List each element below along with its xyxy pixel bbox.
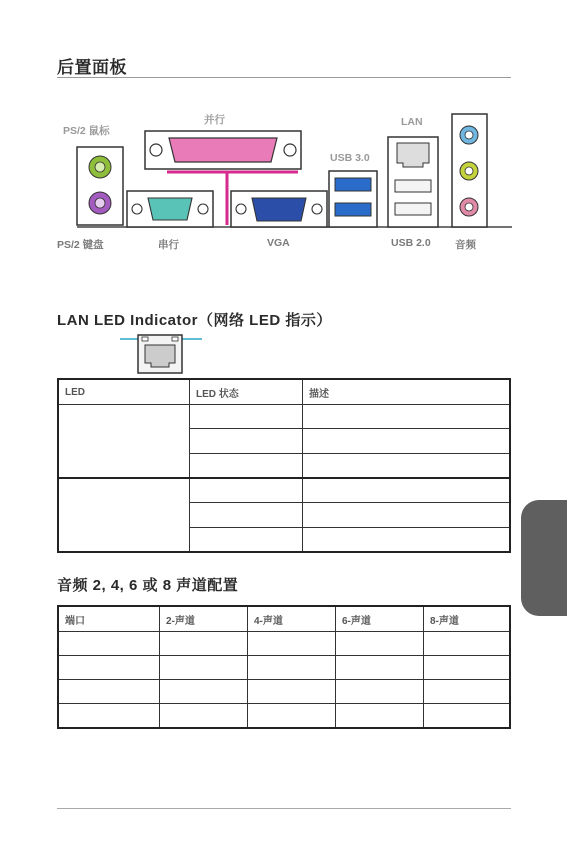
table-cell xyxy=(160,656,248,680)
table-cell xyxy=(424,704,511,729)
label-parallel: 并行 xyxy=(204,114,225,126)
usb30-port-icon xyxy=(335,178,371,191)
led-group-cell xyxy=(58,405,190,479)
label-ps2-keyboard: PS/2 键盘 xyxy=(57,239,104,251)
table-cell xyxy=(303,478,511,503)
table-cell xyxy=(160,632,248,656)
table-header-row xyxy=(58,606,510,632)
table-cell xyxy=(190,405,303,429)
col-header: 4-声道 xyxy=(248,606,336,632)
table-row xyxy=(58,632,510,656)
section-title-rear-panel: 后置面板 xyxy=(57,58,127,77)
col-header: LED 状态 xyxy=(190,379,303,405)
col-header: LED xyxy=(58,379,190,405)
table-cell xyxy=(160,680,248,704)
table-cell xyxy=(303,429,511,453)
header-divider xyxy=(57,77,511,78)
label-audio: 音频 xyxy=(455,239,476,251)
table-cell xyxy=(58,656,160,680)
table-cell xyxy=(424,632,511,656)
table-cell xyxy=(336,704,424,729)
table-cell xyxy=(303,527,511,552)
table-cell xyxy=(336,632,424,656)
table-cell xyxy=(424,680,511,704)
lan-led-table xyxy=(57,378,511,553)
vga-port-icon xyxy=(252,198,306,221)
table-row xyxy=(58,478,510,503)
table-cell xyxy=(248,704,336,729)
lan-port-icon xyxy=(397,143,429,167)
label-lan: LAN xyxy=(401,116,423,128)
chapter-side-tab xyxy=(521,500,567,616)
usb30-port-icon xyxy=(335,203,371,216)
led-right-icon xyxy=(172,337,178,341)
label-usb20: USB 2.0 xyxy=(391,237,431,249)
label-serial: 串行 xyxy=(158,239,179,251)
audio-config-table xyxy=(57,605,511,729)
table-header-row xyxy=(58,379,510,405)
table-cell xyxy=(248,656,336,680)
lan-led-svg xyxy=(118,333,208,375)
label-usb30: USB 3.0 xyxy=(330,152,370,164)
table-cell xyxy=(336,680,424,704)
table-cell xyxy=(248,632,336,656)
col-header: 2-声道 xyxy=(160,606,248,632)
label-vga: VGA xyxy=(267,237,290,249)
table-cell xyxy=(190,503,303,527)
usb20-port-icon xyxy=(395,180,431,192)
table-cell xyxy=(190,453,303,478)
col-header: 端口 xyxy=(58,606,160,632)
label-ps2-mouse: PS/2 鼠标 xyxy=(63,125,110,137)
table-cell xyxy=(58,632,160,656)
lan-led-diagram xyxy=(118,333,208,375)
table-cell xyxy=(303,453,511,478)
col-header: 描述 xyxy=(303,379,511,405)
table-cell xyxy=(190,429,303,453)
serial-port-icon xyxy=(148,198,192,220)
parallel-port-icon xyxy=(169,138,277,162)
table-cell xyxy=(190,478,303,503)
table-cell xyxy=(424,656,511,680)
col-header: 6-声道 xyxy=(336,606,424,632)
table-row xyxy=(58,656,510,680)
led-left-icon xyxy=(142,337,148,341)
table-row xyxy=(58,704,510,729)
section-title-lan-led: LAN LED Indicator（网络 LED 指示） xyxy=(57,312,332,329)
section-title-audio-config: 音频 2, 4, 6 或 8 声道配置 xyxy=(57,577,239,594)
table-row xyxy=(58,680,510,704)
table-cell xyxy=(58,704,160,729)
usb20-port-icon xyxy=(395,203,431,215)
table-cell xyxy=(336,656,424,680)
table-row xyxy=(58,405,510,429)
table-cell xyxy=(190,527,303,552)
footer-divider xyxy=(57,808,511,809)
col-header: 8-声道 xyxy=(424,606,511,632)
led-group-cell xyxy=(58,478,190,552)
table-cell xyxy=(248,680,336,704)
table-cell xyxy=(160,704,248,729)
table-cell xyxy=(303,405,511,429)
table-cell xyxy=(58,680,160,704)
table-cell xyxy=(303,503,511,527)
